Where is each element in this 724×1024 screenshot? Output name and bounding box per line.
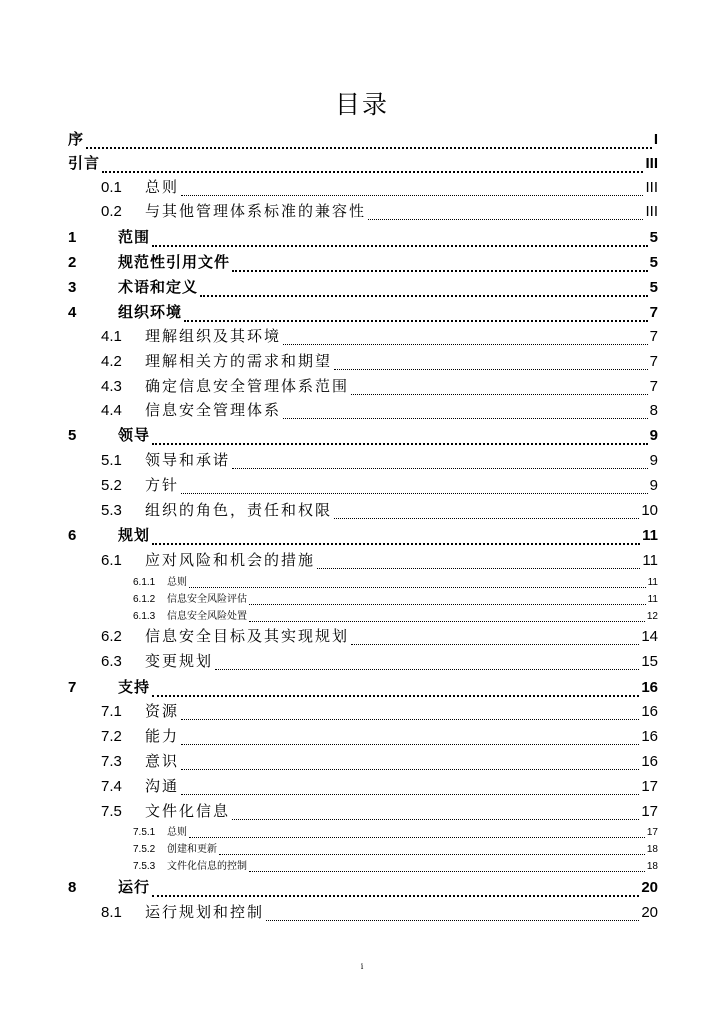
toc-entry[interactable] xyxy=(101,375,658,399)
toc-entry[interactable] xyxy=(68,152,658,176)
toc-entry-label: 理解相关方的需求和期望 xyxy=(145,352,333,370)
dot-leader xyxy=(184,301,648,325)
toc-entry-label: 范围 xyxy=(118,228,151,246)
toc-entry-label: 规划 xyxy=(118,526,151,544)
toc-entry[interactable] xyxy=(101,474,658,498)
page-number: i xyxy=(360,962,364,971)
dot-leader xyxy=(181,775,639,799)
toc-entry-page: 7 xyxy=(649,304,658,321)
toc-entry[interactable] xyxy=(133,573,658,590)
toc-entry[interactable] xyxy=(101,176,658,200)
toc-entry[interactable] xyxy=(101,499,658,523)
toc-entry-label: 方针 xyxy=(145,476,180,494)
toc-entry-number: 6.1.3 xyxy=(133,611,156,622)
toc-entry-page: 11 xyxy=(647,594,658,605)
toc-entry-label: 能力 xyxy=(145,727,180,745)
toc-entry[interactable] xyxy=(68,276,658,300)
dot-leader xyxy=(102,152,643,176)
dot-leader xyxy=(317,549,640,573)
dot-leader xyxy=(181,750,639,774)
toc-entry-label: 信息安全风险处置 xyxy=(167,611,247,622)
toc-entry-label: 运行规划和控制 xyxy=(145,903,265,921)
toc-entry-page: 16 xyxy=(641,728,658,745)
toc-entry-page: 14 xyxy=(641,628,658,645)
toc-entry-page: 16 xyxy=(641,753,658,770)
dot-leader xyxy=(181,176,643,200)
toc-entry-page: 20 xyxy=(641,879,658,896)
dot-leader xyxy=(232,800,639,824)
dot-leader xyxy=(219,840,645,857)
toc-entry-page: 11 xyxy=(642,552,658,569)
toc-title: 目录 xyxy=(334,90,389,119)
toc-entry-number: 7.5.2 xyxy=(133,844,156,855)
dot-leader xyxy=(283,399,648,423)
toc-entry[interactable] xyxy=(133,590,658,607)
toc-entry-page: 9 xyxy=(649,427,658,444)
dot-leader xyxy=(368,200,643,224)
toc-entry-label: 术语和定义 xyxy=(118,278,199,296)
toc-entry-page: I xyxy=(653,131,658,148)
toc-entry-number: 2 xyxy=(68,254,77,271)
toc-entry[interactable] xyxy=(101,725,658,749)
toc-entry-page: 18 xyxy=(646,844,658,855)
toc-entry[interactable] xyxy=(101,750,658,774)
toc-entry-page: 20 xyxy=(641,904,658,921)
toc-entry-label: 信息安全风险评估 xyxy=(167,594,247,605)
toc-entry-number: 5.1 xyxy=(101,452,122,469)
toc-entry[interactable] xyxy=(101,200,658,224)
toc-entry-number: 6.1.2 xyxy=(133,594,156,605)
toc-entry-label: 领导和承诺 xyxy=(145,451,231,469)
toc-entry-page: 17 xyxy=(641,803,658,820)
toc-entry[interactable] xyxy=(68,524,658,548)
toc-entry-label: 文件化信息 xyxy=(145,802,231,820)
toc-entry-number: 7.4 xyxy=(101,778,122,795)
dot-leader xyxy=(232,449,648,473)
dot-leader xyxy=(232,251,648,275)
toc-entry-page: III xyxy=(645,155,658,172)
dot-leader xyxy=(189,823,645,840)
toc-entry[interactable] xyxy=(101,901,658,925)
dot-leader xyxy=(152,424,648,448)
toc-entry-page: 8 xyxy=(649,402,658,419)
dot-leader xyxy=(152,676,639,700)
toc-entry-number: 4.1 xyxy=(101,328,122,345)
toc-entry-label: 总则 xyxy=(167,577,187,588)
dot-leader xyxy=(266,901,639,925)
toc-entry-page: 5 xyxy=(649,229,658,246)
toc-entry-number: 7.1 xyxy=(101,703,122,720)
toc-entry-number: 5.3 xyxy=(101,502,122,519)
toc-entry-number: 4.4 xyxy=(101,402,122,419)
toc-entry[interactable] xyxy=(101,625,658,649)
toc-entry-page: 5 xyxy=(649,279,658,296)
dot-leader xyxy=(152,876,639,900)
toc-entry[interactable] xyxy=(101,449,658,473)
toc-entry-number: 5 xyxy=(68,427,77,444)
toc-entry[interactable] xyxy=(68,251,658,275)
toc-entry-number: 6.2 xyxy=(101,628,122,645)
toc-entry[interactable] xyxy=(133,840,658,857)
toc-entry[interactable] xyxy=(133,823,658,840)
toc-entry-label: 创建和更新 xyxy=(167,844,217,855)
toc-entry-label: 应对风险和机会的措施 xyxy=(145,551,316,569)
toc-entry[interactable] xyxy=(68,226,658,250)
toc-entry-number: 6 xyxy=(68,527,77,544)
toc-entry-label: 与其他管理体系标准的兼容性 xyxy=(145,202,367,220)
toc-entry-page: 7 xyxy=(649,378,658,395)
dot-leader xyxy=(200,276,648,300)
toc-entry-label: 规范性引用文件 xyxy=(118,253,231,271)
toc-entry-page: 9 xyxy=(649,452,658,469)
toc-entry-page: III xyxy=(645,179,658,196)
toc-entry[interactable] xyxy=(101,650,658,674)
dot-leader xyxy=(152,226,648,250)
dot-leader xyxy=(334,350,648,374)
dot-leader xyxy=(181,474,648,498)
toc-entry-number: 4 xyxy=(68,304,77,321)
toc-entry-page: 7 xyxy=(649,328,658,345)
toc-entry[interactable] xyxy=(101,700,658,724)
dot-leader xyxy=(181,700,639,724)
dot-leader xyxy=(215,650,639,674)
toc-entry-page: 18 xyxy=(646,861,658,872)
dot-leader xyxy=(249,607,645,624)
toc-entry-label: 意识 xyxy=(145,752,180,770)
toc-entry-page: 7 xyxy=(649,353,658,370)
dot-leader xyxy=(334,499,639,523)
toc-entry-number: 0.1 xyxy=(101,179,122,196)
toc-entry-page: 17 xyxy=(641,778,658,795)
dot-leader xyxy=(86,128,652,152)
toc-entry-page: 10 xyxy=(641,502,658,519)
toc-entry[interactable] xyxy=(101,350,658,374)
toc-entry-label: 沟通 xyxy=(145,777,180,795)
toc-entry-number: 7.3 xyxy=(101,753,122,770)
toc-entry-label: 确定信息安全管理体系范围 xyxy=(145,377,350,395)
toc-entry-number: 1 xyxy=(68,229,77,246)
toc-entry[interactable] xyxy=(101,399,658,423)
dot-leader xyxy=(189,573,646,590)
toc-entry-number: 4.3 xyxy=(101,378,122,395)
toc-entry-label: 变更规划 xyxy=(145,652,214,670)
toc-entry-page: III xyxy=(645,203,658,220)
toc-entry[interactable] xyxy=(101,549,658,573)
toc-entry-number: 4.2 xyxy=(101,353,122,370)
toc-entry[interactable] xyxy=(68,876,658,900)
toc-entry-number: 6.3 xyxy=(101,653,122,670)
toc-entry-page: 9 xyxy=(649,477,658,494)
toc-entry-number: 7.2 xyxy=(101,728,122,745)
toc-entry-page: 11 xyxy=(647,577,658,588)
dot-leader xyxy=(249,857,645,874)
toc-entry[interactable] xyxy=(68,301,658,325)
toc-entry-label: 理解组织及其环境 xyxy=(145,327,282,345)
toc-entry[interactable] xyxy=(101,800,658,824)
dot-leader xyxy=(351,375,648,399)
toc-entry-label: 总则 xyxy=(145,178,180,196)
toc-entry-label: 文件化信息的控制 xyxy=(167,861,247,872)
toc-entry-label: 组织环境 xyxy=(118,303,183,321)
toc-entry-number: 6.1 xyxy=(101,552,122,569)
toc-entry-number: 6.1.1 xyxy=(133,577,156,588)
toc-entry[interactable] xyxy=(68,424,658,448)
toc-entry-number: 8.1 xyxy=(101,904,122,921)
toc-entry-page: 16 xyxy=(641,703,658,720)
toc-entry-label: 总则 xyxy=(167,827,187,838)
toc-entry-page: 15 xyxy=(641,653,658,670)
toc-entry[interactable] xyxy=(133,857,658,874)
toc-entry-label: 组织的角色，责任和权限 xyxy=(145,501,333,519)
dot-leader xyxy=(181,725,639,749)
dot-leader xyxy=(249,590,646,607)
toc-entry-number: 0.2 xyxy=(101,203,122,220)
toc-entry-label: 序 xyxy=(68,130,85,148)
toc-entry-number: 7.5.3 xyxy=(133,861,156,872)
toc-entry-number: 5.2 xyxy=(101,477,122,494)
toc-entry[interactable] xyxy=(101,325,658,349)
toc-entry[interactable] xyxy=(133,607,658,624)
toc-entry-page: 17 xyxy=(646,827,658,838)
toc-entry[interactable] xyxy=(68,128,658,152)
dot-leader xyxy=(152,524,640,548)
toc-entry[interactable] xyxy=(68,676,658,700)
toc-entry-number: 7 xyxy=(68,679,77,696)
toc-entry-page: 16 xyxy=(641,679,658,696)
toc-entry-label: 信息安全目标及其实现规划 xyxy=(145,627,350,645)
toc-entry[interactable] xyxy=(101,775,658,799)
toc-entry-label: 运行 xyxy=(118,878,151,896)
toc-entry-page: 12 xyxy=(646,611,658,622)
toc-entry-label: 资源 xyxy=(145,702,180,720)
toc-entry-number: 3 xyxy=(68,279,77,296)
toc-entry-label: 支持 xyxy=(118,678,151,696)
dot-leader xyxy=(351,625,639,649)
toc-entry-number: 7.5 xyxy=(101,803,122,820)
toc-entry-page: 11 xyxy=(642,527,658,544)
toc-entry-number: 7.5.1 xyxy=(133,827,156,838)
toc-entry-label: 领导 xyxy=(118,426,151,444)
toc-entry-page: 5 xyxy=(649,254,658,271)
toc-entry-label: 引言 xyxy=(68,154,101,172)
dot-leader xyxy=(283,325,648,349)
toc-entry-label: 信息安全管理体系 xyxy=(145,401,282,419)
toc-entry-number: 8 xyxy=(68,879,77,896)
